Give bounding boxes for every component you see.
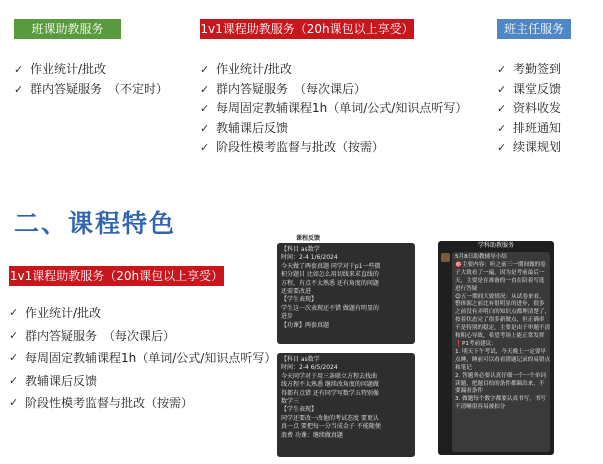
feedback-chat-1: 【科目 as数学 时间：2-4 1/6/2024 今天做了两套真题 同学对于p1一些微 积分题目 比如怎么用切线来求直线的 方程，有点不太熟悉 还有角度的问题 还需要改进 【学生表现】 学生这一次表现还不错 做题有明显的 进步 【功课】两套真题 [277,243,415,344]
list-item: ✓ 群内答疑服务 （每次课后） [200,80,467,100]
check-icon: ✓ [9,328,19,342]
one-on-one-tutor-service-list [200,60,467,158]
list-item: ✓ 资料收发 [497,99,561,119]
subject-tutor-label: 学科助教服务 [477,242,514,249]
list-item: ✓ 教辅课后反馈 [9,370,276,393]
check-icon: ✓ [9,306,19,319]
list-item: ✓ 排班通知 [497,119,561,139]
avatar [441,253,450,262]
list-item: ✓ 续课规划 [497,138,561,158]
check-icon: ✓ [9,373,19,387]
list-item: ✓ 考勤签到 [497,60,561,80]
subject-tutor-screenshot [438,241,554,455]
list-item: ✓ 每周固定教辅课程1h（单词/公式/知识点听写） [9,347,276,370]
one-on-one-tutor-service-list-bottom [9,302,276,415]
list-item: ✓ 阶段性模考监督与批改（按需） [9,392,276,415]
check-icon: ✓ [497,82,507,96]
check-icon: ✓ [200,141,210,154]
check-icon: ✓ [497,63,507,76]
list-item: ✓ 作业统计/批改 [200,60,467,80]
class-tutor-service-list [14,60,168,99]
head-teacher-service-list [497,60,561,158]
check-icon: ✓ [497,121,507,135]
list-item: ✓ 作业统计/批改 [9,302,276,325]
list-item: ✓ 课堂反馈 [497,80,561,100]
check-icon: ✓ [200,82,210,96]
one-on-one-tutor-service-badge: 1v1课程助教服务（20h课包以上享受） [200,19,414,39]
tutor-summary-bubble: 5月8日助教辅导小结 🎯主要内容：听之前三一期间做的卷 子大致看了一遍，因为是考前最后一 天，主要是在准备的一直在陪着写选 进行答疑 😊五一期间大致情况：从试卷来看， 整体源之前比有很明显的进步，很多 之前没有弄明白的知识点都理清楚了， 按着状态完了很多新做点，但正确率 不是特别的稳定，主要是由于审题不清 和粗心导致，希望考场上能正常发挥 ❗P1考前建议： 1. 明天下午考试，今天晚上一定要早 点睡，睡前可以看看错题记录的易错点 和笔记 2. 答题务必要认真仔细一个一个单词 读题，把题目给的条件都圈出来，不 要漏看条件 3. 做题每个数字都要认真书写，书写 不清晰很容易被扣分 [452,252,550,452]
check-icon: ✓ [497,141,507,154]
check-icon: ✓ [200,121,210,135]
check-icon: ✓ [200,63,210,76]
check-icon: ✓ [14,82,24,96]
list-item: ✓ 群内答疑服务 （每次课后） [9,325,276,348]
list-item: ✓ 群内答疑服务 （不定时） [14,80,168,100]
course-feedback-label: 课程反馈 [296,235,321,242]
class-tutor-service-badge: 班课助教服务 [14,19,121,39]
list-item: ✓ 教辅课后反馈 [200,119,467,139]
one-on-one-tutor-service-badge-bottom: 1v1课程助教服务（20h课包以上享受） [9,266,224,286]
check-icon: ✓ [9,396,19,409]
list-item: ✓ 阶段性模考监督与批改（按需） [200,138,467,158]
feedback-chat-2: 【科目 as数学 时间：2-4 6/5/2024 今天同学对于用三条联立方程去找曲 线方程不太熟悉 继续改角度的问题做 得都有点错 还有同学写数学五特别像 数学三 【学生表现】 同学还要改一改他的考试态度 要更认 真一点 要把每一分当成金子 不能随便 浪费 功课：继续做真题 [277,353,415,457]
section-title: 二、课程特色 [14,209,177,238]
check-icon: ✓ [9,351,19,364]
list-item: ✓ 作业统计/批改 [14,60,168,80]
check-icon: ✓ [14,63,24,76]
head-teacher-service-badge: 班主任服务 [497,19,571,39]
check-icon: ✓ [200,102,210,115]
list-item: ✓ 每周固定教辅课程1h（单词/公式/知识点听写） [200,99,467,119]
check-icon: ✓ [497,102,507,115]
